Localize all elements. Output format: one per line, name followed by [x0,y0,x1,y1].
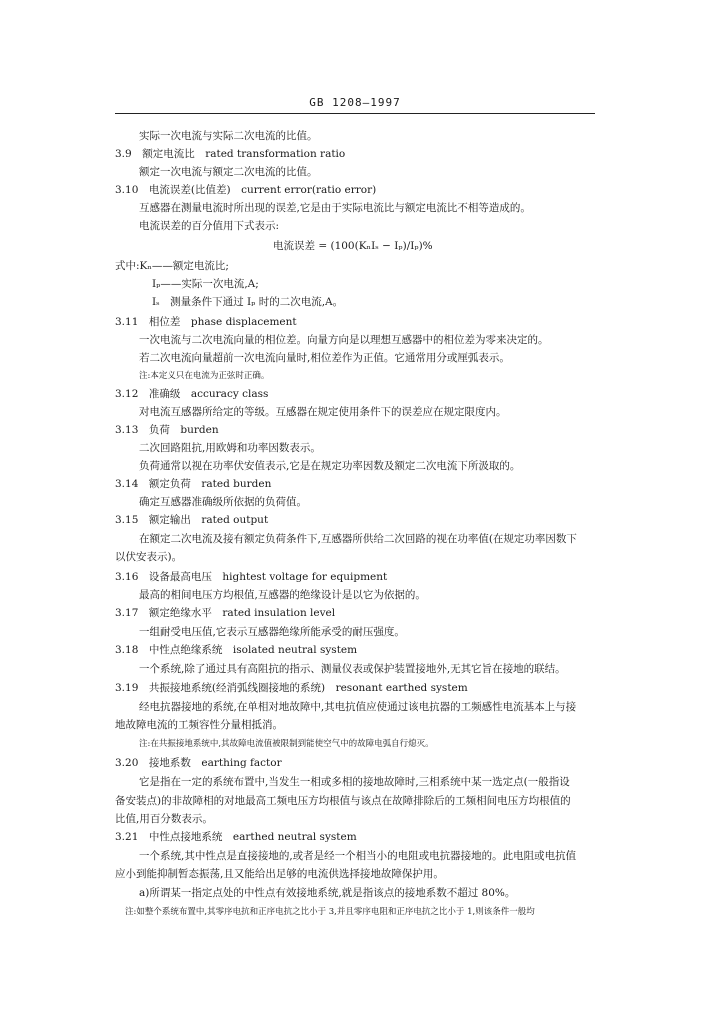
section-heading-3-16: 3.16 设备最高电压 hightest voltage for equipment [115,571,388,583]
text-line: 对电流互感器所给定的等级。互感器在规定使用条件下的误差应在规定限度内。 [139,406,507,418]
section-heading-3-17: 3.17 额定绝缘水平 rated insulation level [115,607,336,619]
text-line: 一组耐受电压值,它表示互感器绝缘所能承受的耐压强度。 [139,626,405,638]
text-line: 备安装点)的非故障相的对地最高工频电压方均根值与该点在故障排除后的工频相间电压方均根值的 [115,795,571,807]
section-heading-3-10: 3.10 电流误差(比值差) current error(ratio error) [115,184,377,196]
formula-legend: Iₛ 测量条件下通过 Iₚ 时的二次电流,A。 [152,296,344,308]
section-heading-3-18: 3.18 中性点绝缘系统 isolated neutral system [115,644,358,656]
section-heading-3-21: 3.21 中性点接地系统 earthed neutral system [115,831,357,843]
text-line: 在额定二次电流及接有额定负荷条件下,互感器所供给二次回路的视在功率值(在规定功率因数下 [139,533,577,545]
text-line: 一个系统,除了通过具有高阻抗的指示、测量仪表或保护装置接地外,无其它旨在接地的联结。 [139,663,566,675]
text-line: 二次回路阻抗,用欧姆和功率因数表示。 [139,442,321,454]
formula-legend: Iₚ——实际一次电流,A; [152,278,259,290]
section-heading-3-11: 3.11 相位差 phase displacement [115,316,297,328]
text-line: 以伏安表示)。 [115,551,183,563]
page-header: GB 1208—1997 [309,96,401,109]
note: 注:本定义只在电流为正弦时正确。 [139,371,270,381]
text-line: 额定一次电流与额定二次电流的比值。 [139,166,318,178]
text-line: 最高的相间电压方均根值,互感器的绝缘设计是以它为依据的。 [139,589,426,601]
header-rule [115,113,595,114]
formula-legend: 式中:Kₙ——额定电流比; [115,260,229,272]
section-heading-3-19: 3.19 共振接地系统(经消弧线圈接地的系统) resonant earthed system [115,682,468,694]
text-line: 地故障电流的工频容性分量相抵消。 [115,719,283,731]
text-line: 经电抗器接地的系统,在单相对地故障中,其电抗值应使通过该电抗器的工频感性电流基本上与接 [139,701,577,713]
text-line: 实际一次电流与实际二次电流的比值。 [139,130,318,142]
section-heading-3-12: 3.12 准确级 accuracy class [115,388,269,400]
section-heading-3-13: 3.13 负荷 burden [115,424,219,436]
text-line: 它是指在一定的系统布置中,当发生一相或多相的接地故障时,三相系统中某一选定点(一般指设 [139,776,570,788]
formula: 电流误差 = (100(KₙIₛ − Iₚ)/Iₚ)% [273,240,433,252]
text-line: 比值,用百分数表示。 [115,813,213,825]
text-line: 负荷通常以视在功率伏安值表示,它是在规定功率因数及额定二次电流下所汲取的。 [139,460,521,472]
text-line: 一个系统,其中性点是直接接地的,或者是经一个相当小的电阻或电抗器接地的。此电阻或电抗值 [139,850,577,862]
list-item-a: a)所谓某一指定点处的中性点有效接地系统,就是指该点的接地系数不超过 80%。 [139,887,516,899]
text-line: 确定互感器准确级所依据的负荷值。 [139,496,307,508]
note: 注:如整个系统布置中,其零序电抗和正序电抗之比小于 3,并且零序电阻和正序电抗之比小于 1,则该条件一般均 [125,907,535,917]
text-line: 一次电流与二次电流向量的相位差。向量方向是以理想互感器中的相位差为零来决定的。 [139,334,549,346]
note: 注:在共振接地系统中,其故障电流值被限制到能使空气中的故障电弧自行熄灭。 [139,739,434,749]
section-heading-3-14: 3.14 额定负荷 rated burden [115,478,272,490]
text-line: 互感器在测量电流时所出现的误差,它是由于实际电流比与额定电流比不相等造成的。 [139,202,531,214]
section-heading-3-15: 3.15 额定输出 rated output [115,514,269,526]
section-heading-3-9: 3.9 额定电流比 rated transformation ratio [115,148,346,160]
text-line: 若二次电流向量超前一次电流向量时,相位差作为正值。它通常用分或厘弧表示。 [139,352,510,364]
text-line: 应小到能抑制暂态振荡,且又能给出足够的电流供选择接地故障保护用。 [115,868,444,880]
text-line: 电流误差的百分值用下式表示: [139,220,280,232]
section-heading-3-20: 3.20 接地系数 earthing factor [115,757,282,769]
